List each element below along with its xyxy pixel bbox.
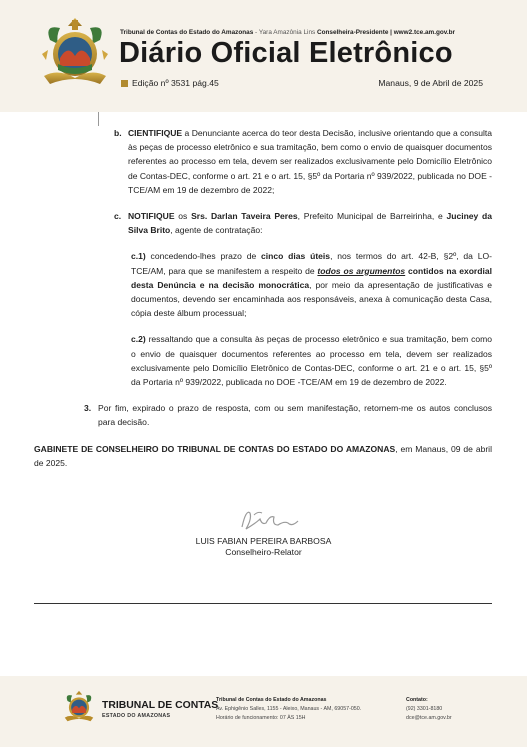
footer-address-title: Tribunal de Contas do Estado do Amazonas bbox=[216, 697, 327, 703]
c1-lead: c.1) bbox=[131, 251, 146, 262]
page-footer bbox=[0, 676, 527, 747]
header-court-name: Tribunal de Contas do Estado do Amazonas bbox=[120, 29, 254, 36]
item-c bbox=[114, 209, 492, 237]
closing-text: , em Manaus, 09 de abril de 2025. bbox=[34, 443, 492, 468]
item-c-marker: c. bbox=[114, 211, 122, 222]
edition-info bbox=[121, 78, 219, 88]
footer-phone: (92) 3301-8180 bbox=[406, 706, 443, 712]
c1-deadline: cinco dias úteis bbox=[261, 251, 331, 262]
item-c-name-2: Juciney da Silva Brito bbox=[128, 211, 493, 236]
footer-contact-title: Contato: bbox=[406, 697, 428, 703]
tce-crest-icon bbox=[38, 14, 112, 92]
page-title: Diário Oficial Eletrônico bbox=[119, 37, 453, 69]
item-3-text: Por fim, expirado o prazo de resposta, com ou sem manifestação, retornem-me os autos conclusos para decisão. bbox=[98, 403, 492, 428]
item-3 bbox=[84, 401, 492, 429]
item-b-text: a Denunciante acerca do teor desta Decisão, inclusive orientando que a consulta às peças de processo eletrônico e sua tramitação, bem como o envio de quaisquer documentos referentes ao processo em tela, devem ser realizados exclusivamente pelo Domicílio Eletrônico de Contas-DEC, conforme o art. 21 e o art. 15, §5º da Portaria nº 939/2022, publicada no DOE - TCE/AM em 19 de dezembro de 2022; bbox=[128, 128, 492, 195]
footer-address bbox=[216, 696, 361, 723]
closing-paragraph bbox=[34, 442, 492, 470]
document-body bbox=[34, 126, 492, 470]
header-president-name: - Yara Amazônia Lins bbox=[253, 29, 317, 36]
signature-mark-icon bbox=[232, 505, 302, 535]
signer-role: Conselheiro-Relator bbox=[225, 547, 302, 557]
header-site: | www2.tce.am.gov.br bbox=[388, 29, 456, 36]
c1-text-2: , nos termos do art. 42-B, §2º, da LO-TCE/AM, para que se manifestem a respeito de bbox=[131, 251, 492, 276]
footer-brand: TRIBUNAL DE CONTAS bbox=[102, 700, 219, 711]
c2-text: ressaltando que a consulta às peças de processo eletrônico e sua tramitação, bem como o envio de quaisquer documentos referentes ao processo em tela, devem ser realizados exclusivamente pelo Domicílio Eletrônico de Contas-DEC, conforme o art. 21 e o art. 15, §5º da Portaria nº 939/2022, publicada no DOE -TCE/AM em 19 de dezembro de 2022. bbox=[131, 334, 492, 388]
header-president-role: Conselheira-Presidente bbox=[316, 29, 389, 36]
edition-date: Manaus, 9 de Abril de 2025 bbox=[378, 78, 483, 88]
signer-name: LUIS FABIAN PEREIRA BARBOSA bbox=[195, 536, 332, 546]
item-c-name-1: Srs. Darlan Taveira Peres bbox=[191, 211, 298, 222]
item-b-lead: CIENTIFIQUE bbox=[128, 128, 183, 138]
sub-item-c2 bbox=[131, 332, 492, 389]
footer-address-line: Av. Ephigênio Salles, 1155 - Aleixo, Manaus - AM, 69057-050. bbox=[216, 706, 362, 712]
item-c-text-2: , Prefeito Municipal de Barreirinha, e bbox=[297, 211, 447, 222]
document-end-rule bbox=[34, 603, 492, 604]
item-c-text-3: , agente de contratação: bbox=[170, 225, 263, 236]
closing-lead: GABINETE DE CONSELHEIRO DO TRIBUNAL DE CONTAS DO ESTADO DO AMAZONAS bbox=[34, 443, 396, 454]
footer-email: dce@tce.am.gov.br bbox=[406, 715, 452, 721]
item-b-marker: b. bbox=[114, 128, 122, 138]
c2-lead: c.2) bbox=[131, 334, 146, 345]
item-3-marker: 3. bbox=[84, 403, 92, 414]
c1-emphasis: todos os argumentos bbox=[317, 265, 406, 276]
edition-label: Edição nº 3531 pág.45 bbox=[132, 78, 219, 88]
footer-hours: Horário de funcionamento: 07 ÀS 15H bbox=[216, 715, 306, 721]
sub-item-c1 bbox=[131, 249, 492, 320]
c1-bold-2: contidos na exordial desta Denúncia e na decisão monocrática bbox=[131, 265, 492, 290]
item-b bbox=[114, 126, 492, 197]
footer-brand-sub: ESTADO DO AMAZONAS bbox=[102, 713, 171, 719]
header-top-line bbox=[120, 29, 455, 36]
edition-square-icon bbox=[121, 80, 128, 87]
footer-crest-icon bbox=[62, 688, 96, 726]
item-c-lead: NOTIFIQUE bbox=[128, 211, 175, 222]
c1-text-3: , por meio da apresentação de justificativas e documentos, devendo ser encaminhada aos responsáveis, anexa à comunicação desta Casa, cópia deste álbum processual; bbox=[131, 279, 492, 319]
c1-text-1: concedendo-lhes prazo de bbox=[145, 251, 262, 262]
item-c-text-1: os bbox=[174, 211, 192, 222]
footer-contact bbox=[406, 696, 452, 723]
column-divider bbox=[98, 112, 99, 126]
page-header bbox=[0, 0, 527, 112]
